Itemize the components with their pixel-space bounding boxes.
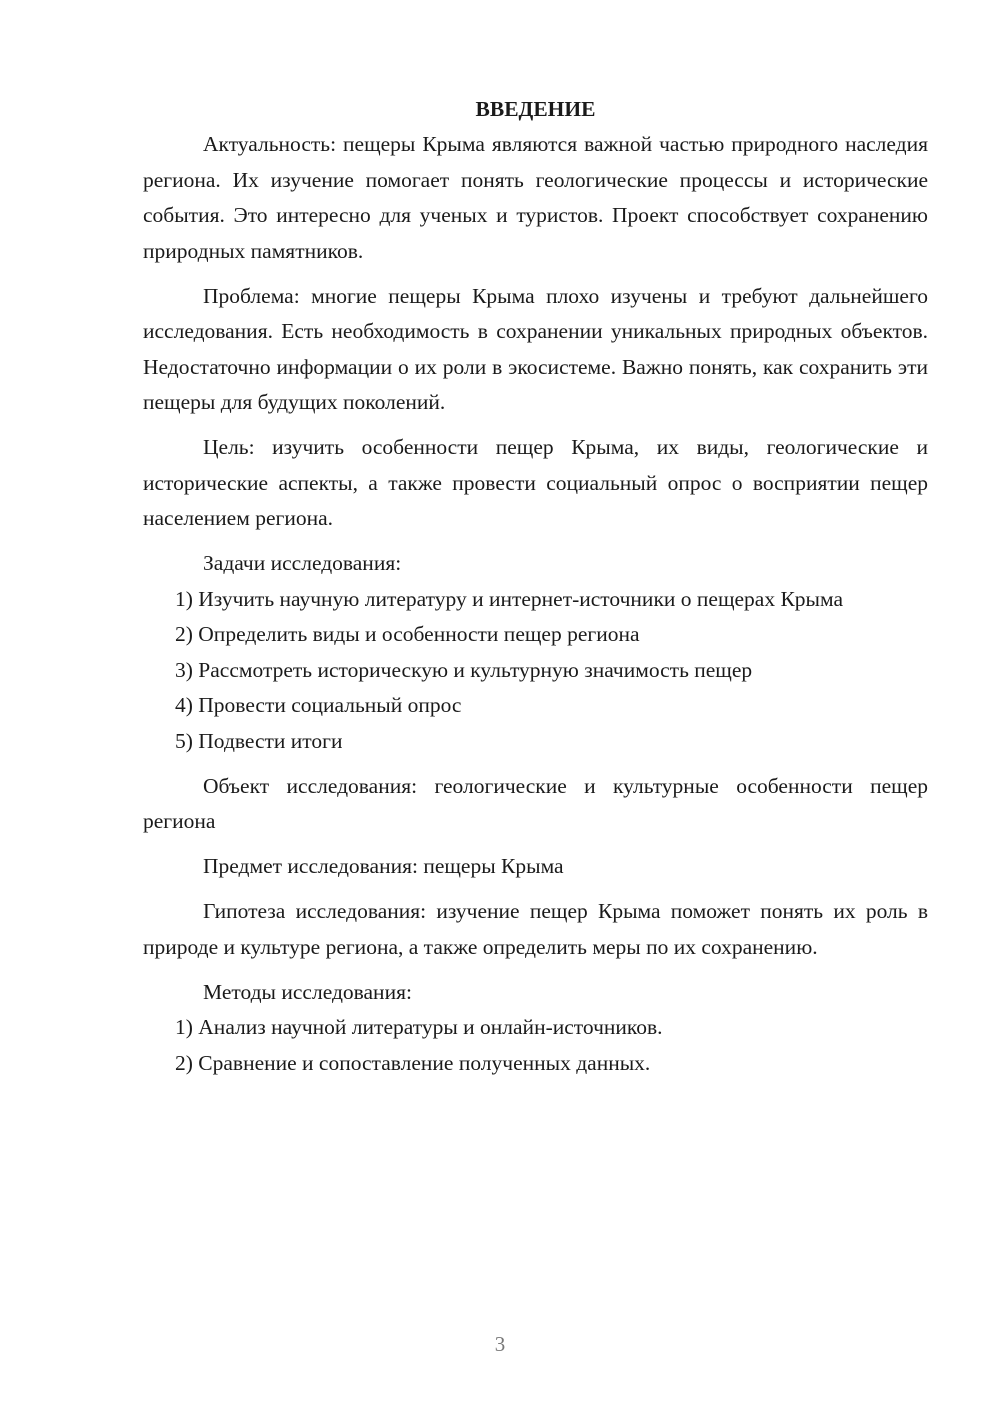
paragraph-relevance: Актуальность: пещеры Крыма являются важной частью природного наследия региона. Их изучение помогает понять геологические процессы и исторические события. Это интересно для ученых и туристов. Проект способствует сохранению природных памятников.	[143, 132, 928, 263]
document-body	[143, 92, 928, 1081]
list-item: 5) Подвести итоги	[175, 728, 343, 753]
page-title: ВВЕДЕНИЕ	[475, 97, 596, 121]
list-item: 1) Анализ научной литературы и онлайн-источников.	[175, 1015, 663, 1039]
list-item: 3) Рассмотреть историческую и культурную значимость пещер	[175, 657, 753, 682]
paragraph-problem: Проблема: многие пещеры Крыма плохо изучены и требуют дальнейшего исследования. Есть необходимость в сохранении уникальных природных объектов. Недостаточно информации о их роли в экосистеме. Важно понять, как сохранить эти пещеры для будущих поколений.	[143, 283, 928, 414]
list-item: 4) Провести социальный опрос	[175, 693, 462, 717]
tasks-heading: Задачи исследования:	[203, 551, 402, 575]
paragraph-hypothesis: Гипотеза исследования: изучение пещер Крыма поможет понять их роль в природе и культуре региона, а также определить меры по их сохранению.	[143, 899, 928, 959]
list-item: 1) Изучить научную литературу и интернет-источники о пещерах Крыма	[175, 586, 843, 611]
list-item: 2) Сравнение и сопоставление полученных данных.	[175, 1050, 651, 1075]
list-item: 2) Определить виды и особенности пещер региона	[175, 622, 640, 646]
paragraph-goal: Цель: изучить особенности пещер Крыма, их виды, геологические и исторические аспекты, а также провести социальный опрос о восприятии пещер населением региона.	[143, 435, 928, 530]
methods-list	[143, 1010, 928, 1081]
methods-heading: Методы исследования:	[203, 979, 412, 1004]
page-number: 3	[494, 1332, 506, 1356]
paragraph-object: Объект исследования: геологические и культурные особенности пещер региона	[143, 773, 928, 833]
paragraph-subject: Предмет исследования: пещеры Крыма	[203, 854, 564, 878]
tasks-list	[143, 582, 928, 760]
